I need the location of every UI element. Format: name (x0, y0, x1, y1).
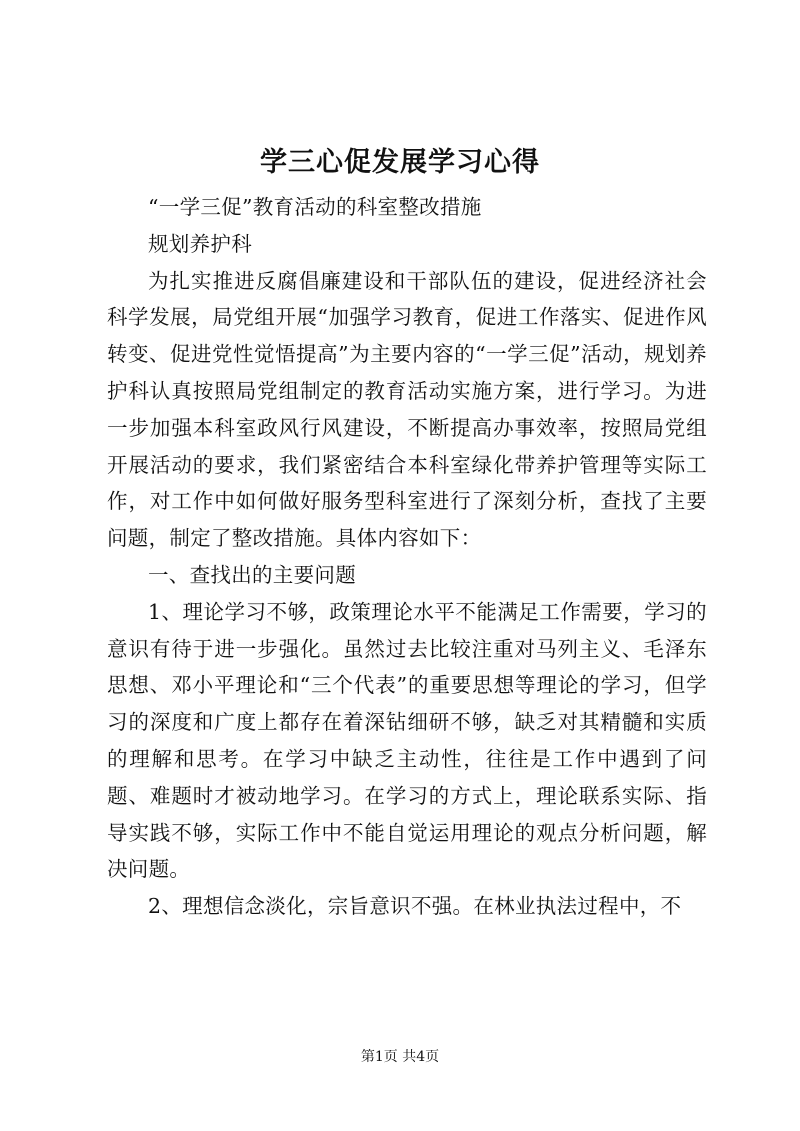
page-footer: 第1页 共4页 (360, 1049, 440, 1065)
problem-1-paragraph: 1、理论学习不够，政策理论水平不能满足工作需要，学习的意识有待于进一步强化。虽然过去比较注重对马列主义、毛泽东思想、邓小平理论和“三个代表”的重要思想等理论的学习，但学习的深度和广度上都存在着深钻细研不够，缺乏对其精髓和实质的理解和思考。在学习中缺乏主动性，往往是工作中遇到了问题、难题时才被动地学习。在学习的方式上，理论联系实际、指导实践不够，实际工作中不能自觉运用理论的观点分析问题，解决问题。 (107, 599, 707, 882)
department-paragraph: 规划养护科 (148, 231, 252, 256)
document-title: 学三心促发展学习心得 (260, 147, 540, 178)
intro-paragraph: 为扎实推进反腐倡廉建设和干部队伍的建设，促进经济社会科学发展，局党组开展“加强学习教育，促进工作落实、促进作风转变、促进党性觉悟提高”为主要内容的“一学三促”活动，规划养护科认真按照局党组制定的教育活动实施方案，进行学习。为进一步加强本科室政风行风建设，不断提高办事效率，按照局党组开展活动的要求，我们紧密结合本科室绿化带养护管理等实际工作，对工作中如何做好服务型科室进行了深刻分析，查找了主要问题，制定了整改措施。具体内容如下： (107, 268, 707, 551)
section-heading: 一、查找出的主要问题 (148, 562, 356, 587)
subtitle-paragraph: “一学三促”教育活动的科室整改措施 (148, 195, 482, 219)
problem-2-paragraph: 2、理想信念淡化，宗旨意识不强。在林业执法过程中，不 (148, 894, 682, 919)
document-body (107, 189, 707, 925)
